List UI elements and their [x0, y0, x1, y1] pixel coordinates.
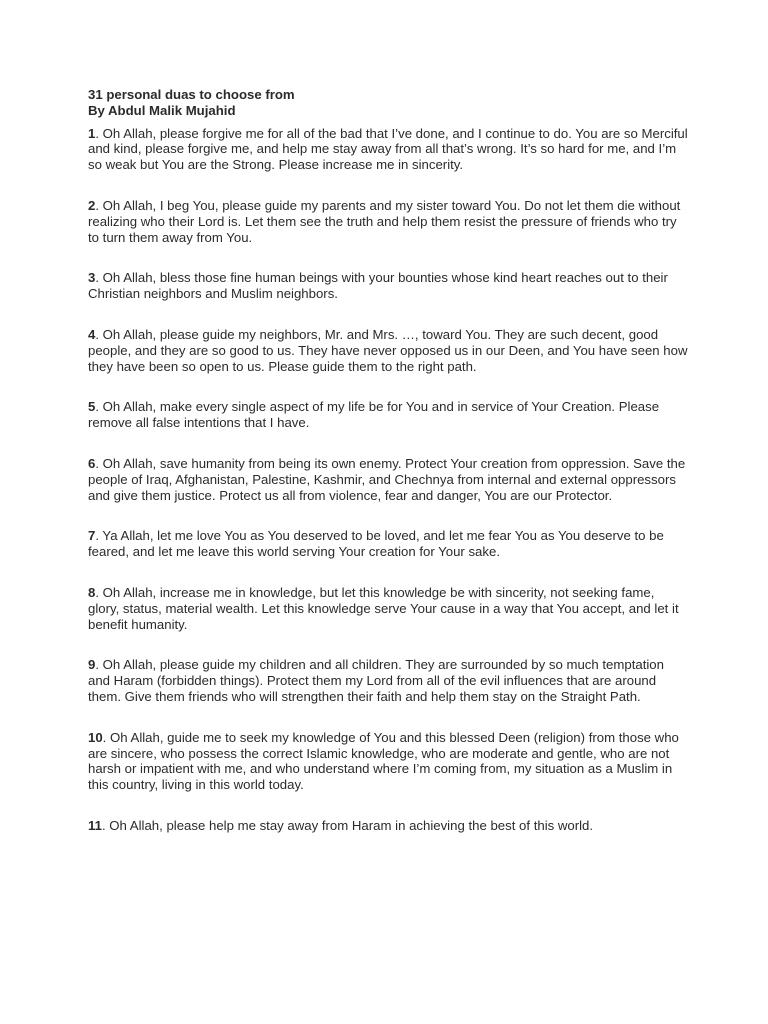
document-author: By Abdul Malik Mujahid: [88, 102, 236, 118]
dua-text: . Oh Allah, please guide my children and all children. They are surrounded by so much temptation and Haram (forbidden things). Protect them my Lord from all of the evil influences that are around them. Give them friends who will strengthen their faith and help them stay on the Straight Path.: [88, 657, 664, 704]
dua-item: [88, 657, 688, 704]
dua-number: 8: [88, 584, 96, 600]
dua-item: [88, 198, 688, 245]
dua-item: [88, 456, 688, 503]
document-title: 31 personal duas to choose from: [88, 87, 295, 102]
dua-number: 11: [88, 817, 102, 833]
dua-text: . Ya Allah, let me love You as You deserved to be loved, and let me fear You as You deserve to be feared, and let me leave this world serving Your creation for Your sake.: [88, 528, 664, 560]
dua-number: 9: [88, 657, 96, 673]
dua-item: [88, 818, 688, 834]
dua-item: [88, 327, 688, 374]
dua-item: [88, 270, 688, 302]
dua-list: [88, 126, 688, 834]
dua-number: 1: [88, 125, 96, 141]
dua-number: 6: [88, 455, 96, 471]
dua-number: 3: [88, 270, 96, 286]
dua-item: [88, 730, 688, 793]
dua-text: . Oh Allah, increase me in knowledge, but let this knowledge be with sincerity, not seeking fame, glory, status, material wealth. Let this knowledge serve Your cause in a way that You accept, and let it benefit humanity.: [88, 584, 679, 632]
dua-number: 2: [88, 197, 96, 213]
dua-text: . Oh Allah, make every single aspect of my life be for You and in service of Your Creation. Please remove all false intentions that I have.: [88, 399, 660, 431]
dua-text: . Oh Allah, guide me to seek my knowledge of You and this blessed Deen (religion) from those who are sincere, who possess the correct Islamic knowledge, who are moderate and gentle, who are not harsh or impatient with me, and who understand where I’m coming from, my situation as a Muslim in this country, living in this world today.: [88, 729, 679, 793]
dua-text: . Oh Allah, please forgive me for all of the bad that I’ve done, and I continue to do. You are so Merciful and kind, please forgive me, and help me stay away from all that’s wrong. It’s so hard for me, and I’m so weak but You are the Strong. Please increase me in sincerity.: [88, 125, 688, 173]
dua-text: . Oh Allah, bless those fine human beings with your bounties whose kind heart reaches out to their Christian neighbors and Muslim neighbors.: [88, 270, 668, 302]
dua-text: . Oh Allah, please guide my neighbors, Mr. and Mrs. …, toward You. They are such decent, good people, and they are so good to us. They have never opposed us in our Deen, and You have seen how they have been so open to us. Please guide them to the right path.: [88, 326, 688, 374]
dua-number: 7: [88, 528, 96, 544]
dua-item: [88, 126, 688, 173]
dua-number: 4: [88, 326, 96, 342]
dua-item: [88, 528, 688, 560]
dua-text: . Oh Allah, I beg You, please guide my parents and my sister toward You. Do not let them die without realizing who their Lord is. Let them see the truth and help them resist the pressure of friends who try to turn them away from You.: [88, 197, 681, 245]
dua-item: [88, 585, 688, 632]
dua-number: 10: [88, 729, 103, 745]
dua-text: . Oh Allah, please help me stay away from Haram in achieving the best of this world.: [101, 817, 594, 833]
dua-item: [88, 399, 688, 431]
document-page: [88, 87, 688, 834]
dua-text: . Oh Allah, save humanity from being its own enemy. Protect Your creation from oppression. Save the people of Iraq, Afghanistan, Palestine, Kashmir, and Chechnya from internal and external oppressors and give them justice. Protect us all from violence, fear and danger, You are our Protector.: [88, 455, 686, 503]
dua-number: 5: [88, 399, 96, 415]
